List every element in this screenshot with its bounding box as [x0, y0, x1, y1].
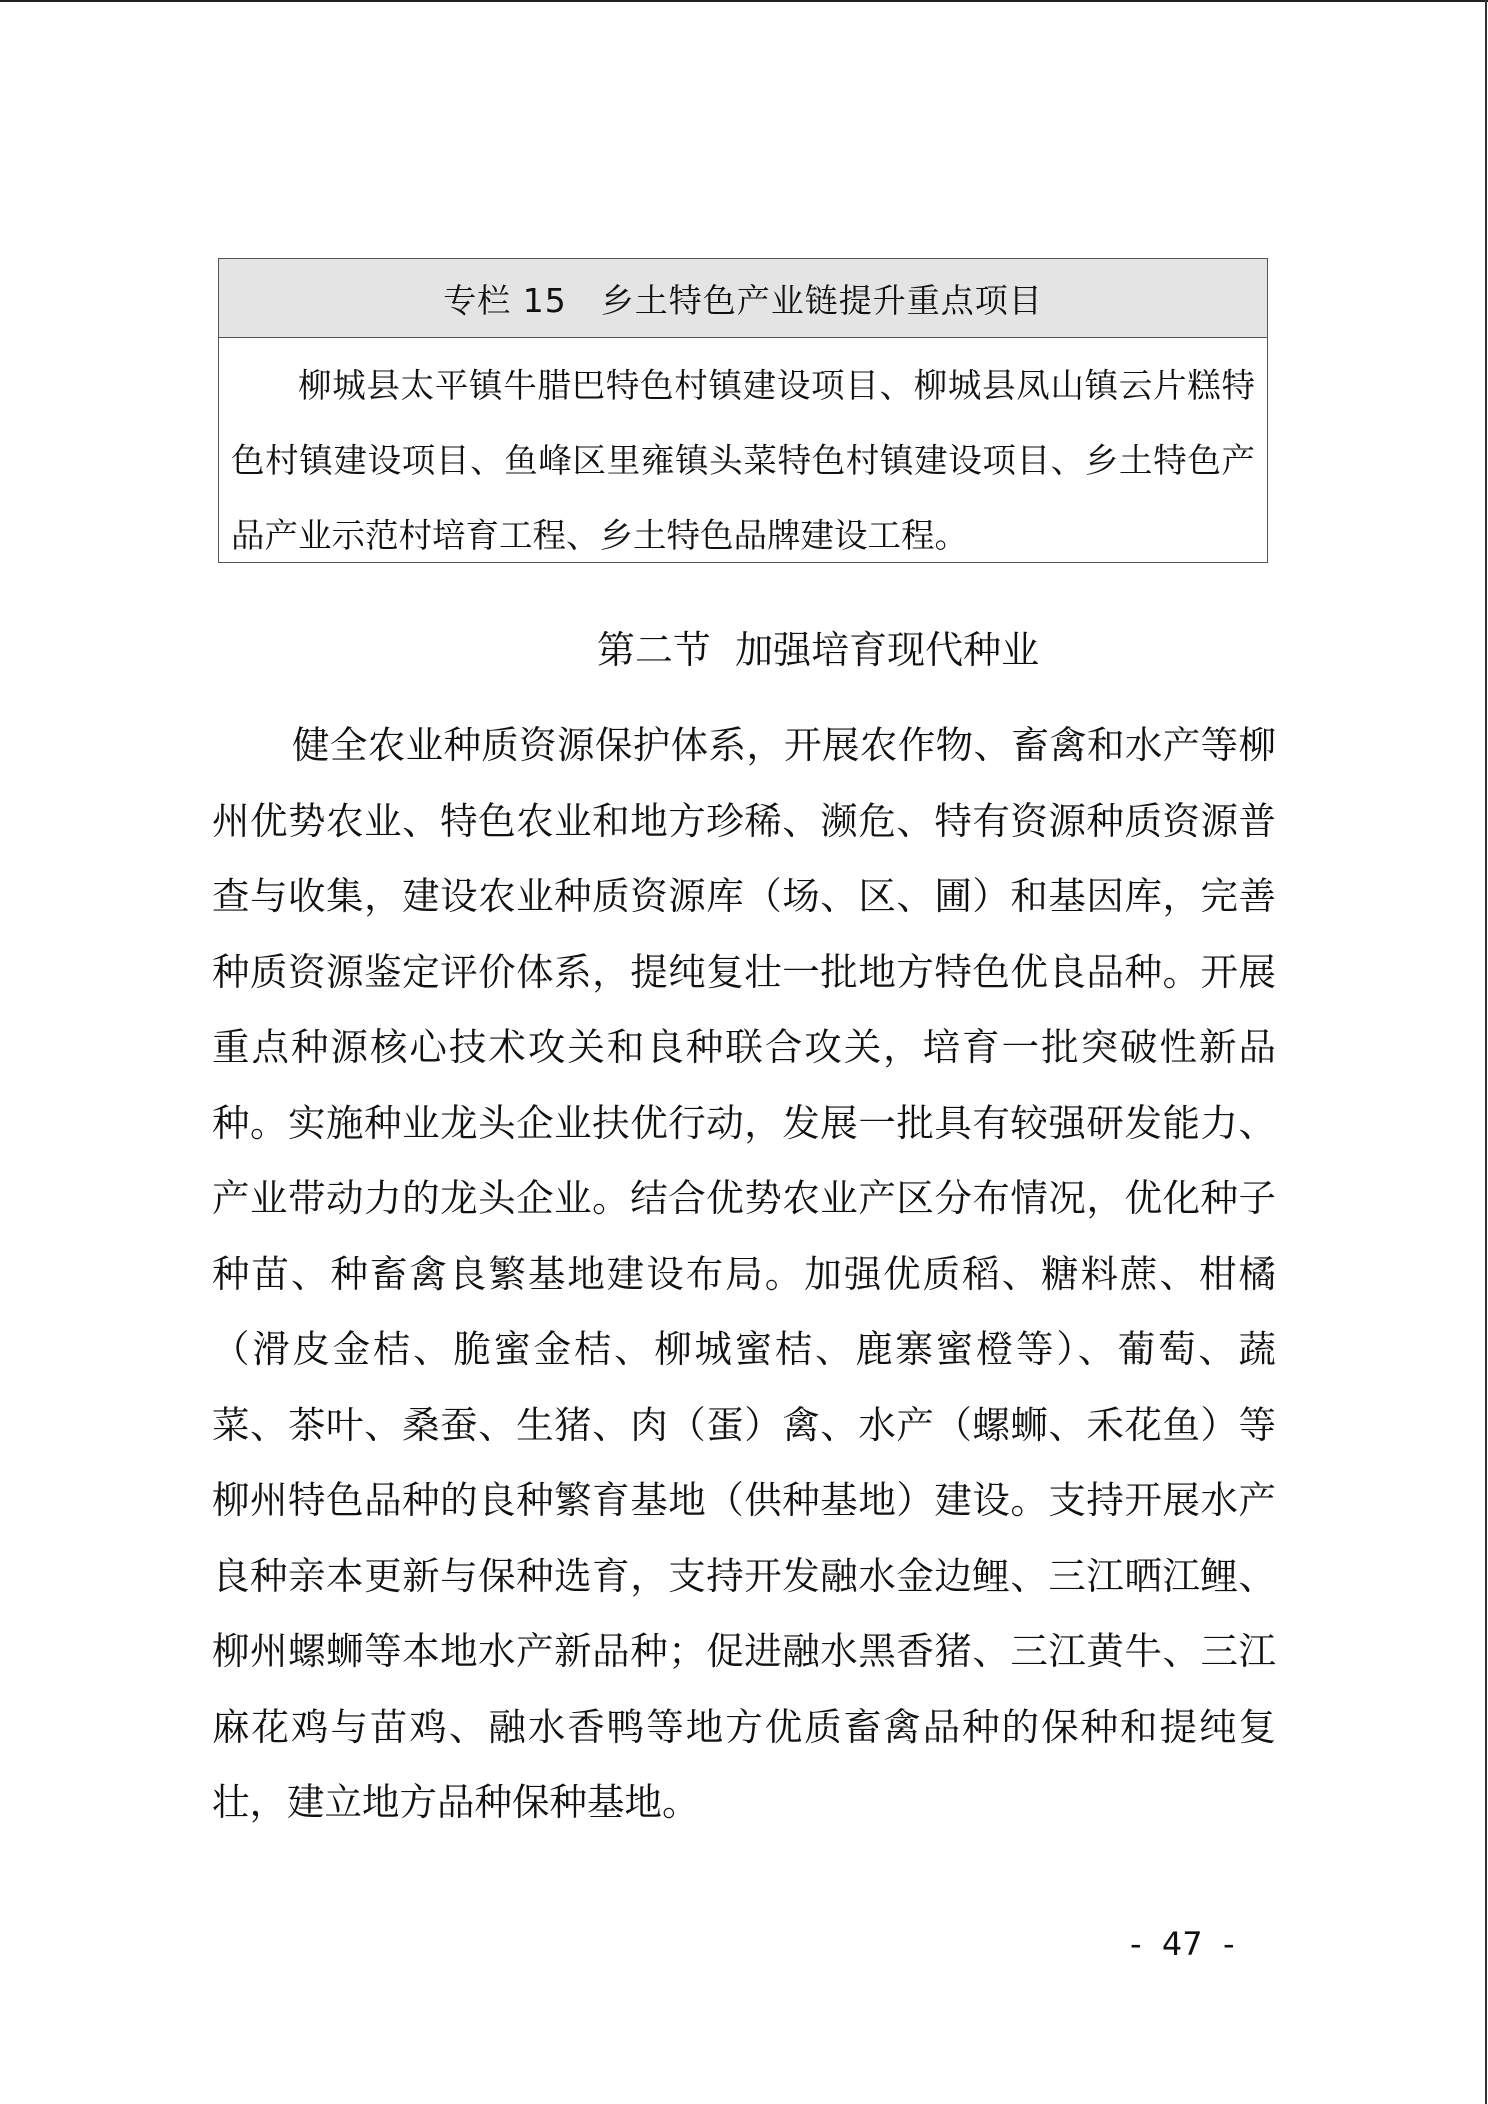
page-right-border	[1485, 0, 1487, 2104]
section-title: 第二节 加强培育现代种业	[596, 628, 1040, 672]
body-paragraph: 健全农业种质资源保护体系，开展农作物、畜禽和水产等柳州优势农业、特色农业和地方珍稀、濒危、特有资源种质资源普查与收集，建设农业种质资源库（场、区、圃）和基因库，完善种质资源鉴定评价体系，提纯复壮一批地方特色优良品种。开展重点种源核心技术攻关和良种联合攻关，培育一批突破性新品种。实施种业龙头企业扶优行动，发展一批具有较强研发能力、产业带动力的龙头企业。结合优势农业产区分布情况，优化种子种苗、种畜禽良繁基地建设布局。加强优质稻、糖料蔗、柑橘（滑皮金桔、脆蜜金桔、柳城蜜桔、鹿寨蜜橙等）、葡萄、蔬菜、茶叶、桑蚕、生猪、肉（蛋）禽、水产（螺蛳、禾花鱼）等柳州特色品种的良种繁育基地（供种基地）建设。支持开展水产良种亲本更新与保种选育，支持开发融水金边鲤、三江晒江鲤、柳州螺蛳等本地水产新品种；促进融水黑香猪、三江黄牛、三江麻花鸡与苗鸡、融水香鸭等地方优质畜禽品种的保种和提纯复壮，建立地方品种保种基地。	[212, 723, 1276, 1824]
page-number: - 47 -	[1130, 1925, 1235, 1963]
column-body-text: 柳城县太平镇牛腊巴特色村镇建设项目、柳城县凤山镇云片糕特色村镇建设项目、鱼峰区里雍镇头菜特色村镇建设项目、乡土特色产品产业示范村培育工程、乡土特色品牌建设工程。	[231, 366, 1255, 555]
column-title: 专栏 15 乡土特色产业链提升重点项目	[219, 259, 1267, 338]
page-top-border	[0, 0, 1488, 2]
feature-column-box	[218, 258, 1268, 563]
